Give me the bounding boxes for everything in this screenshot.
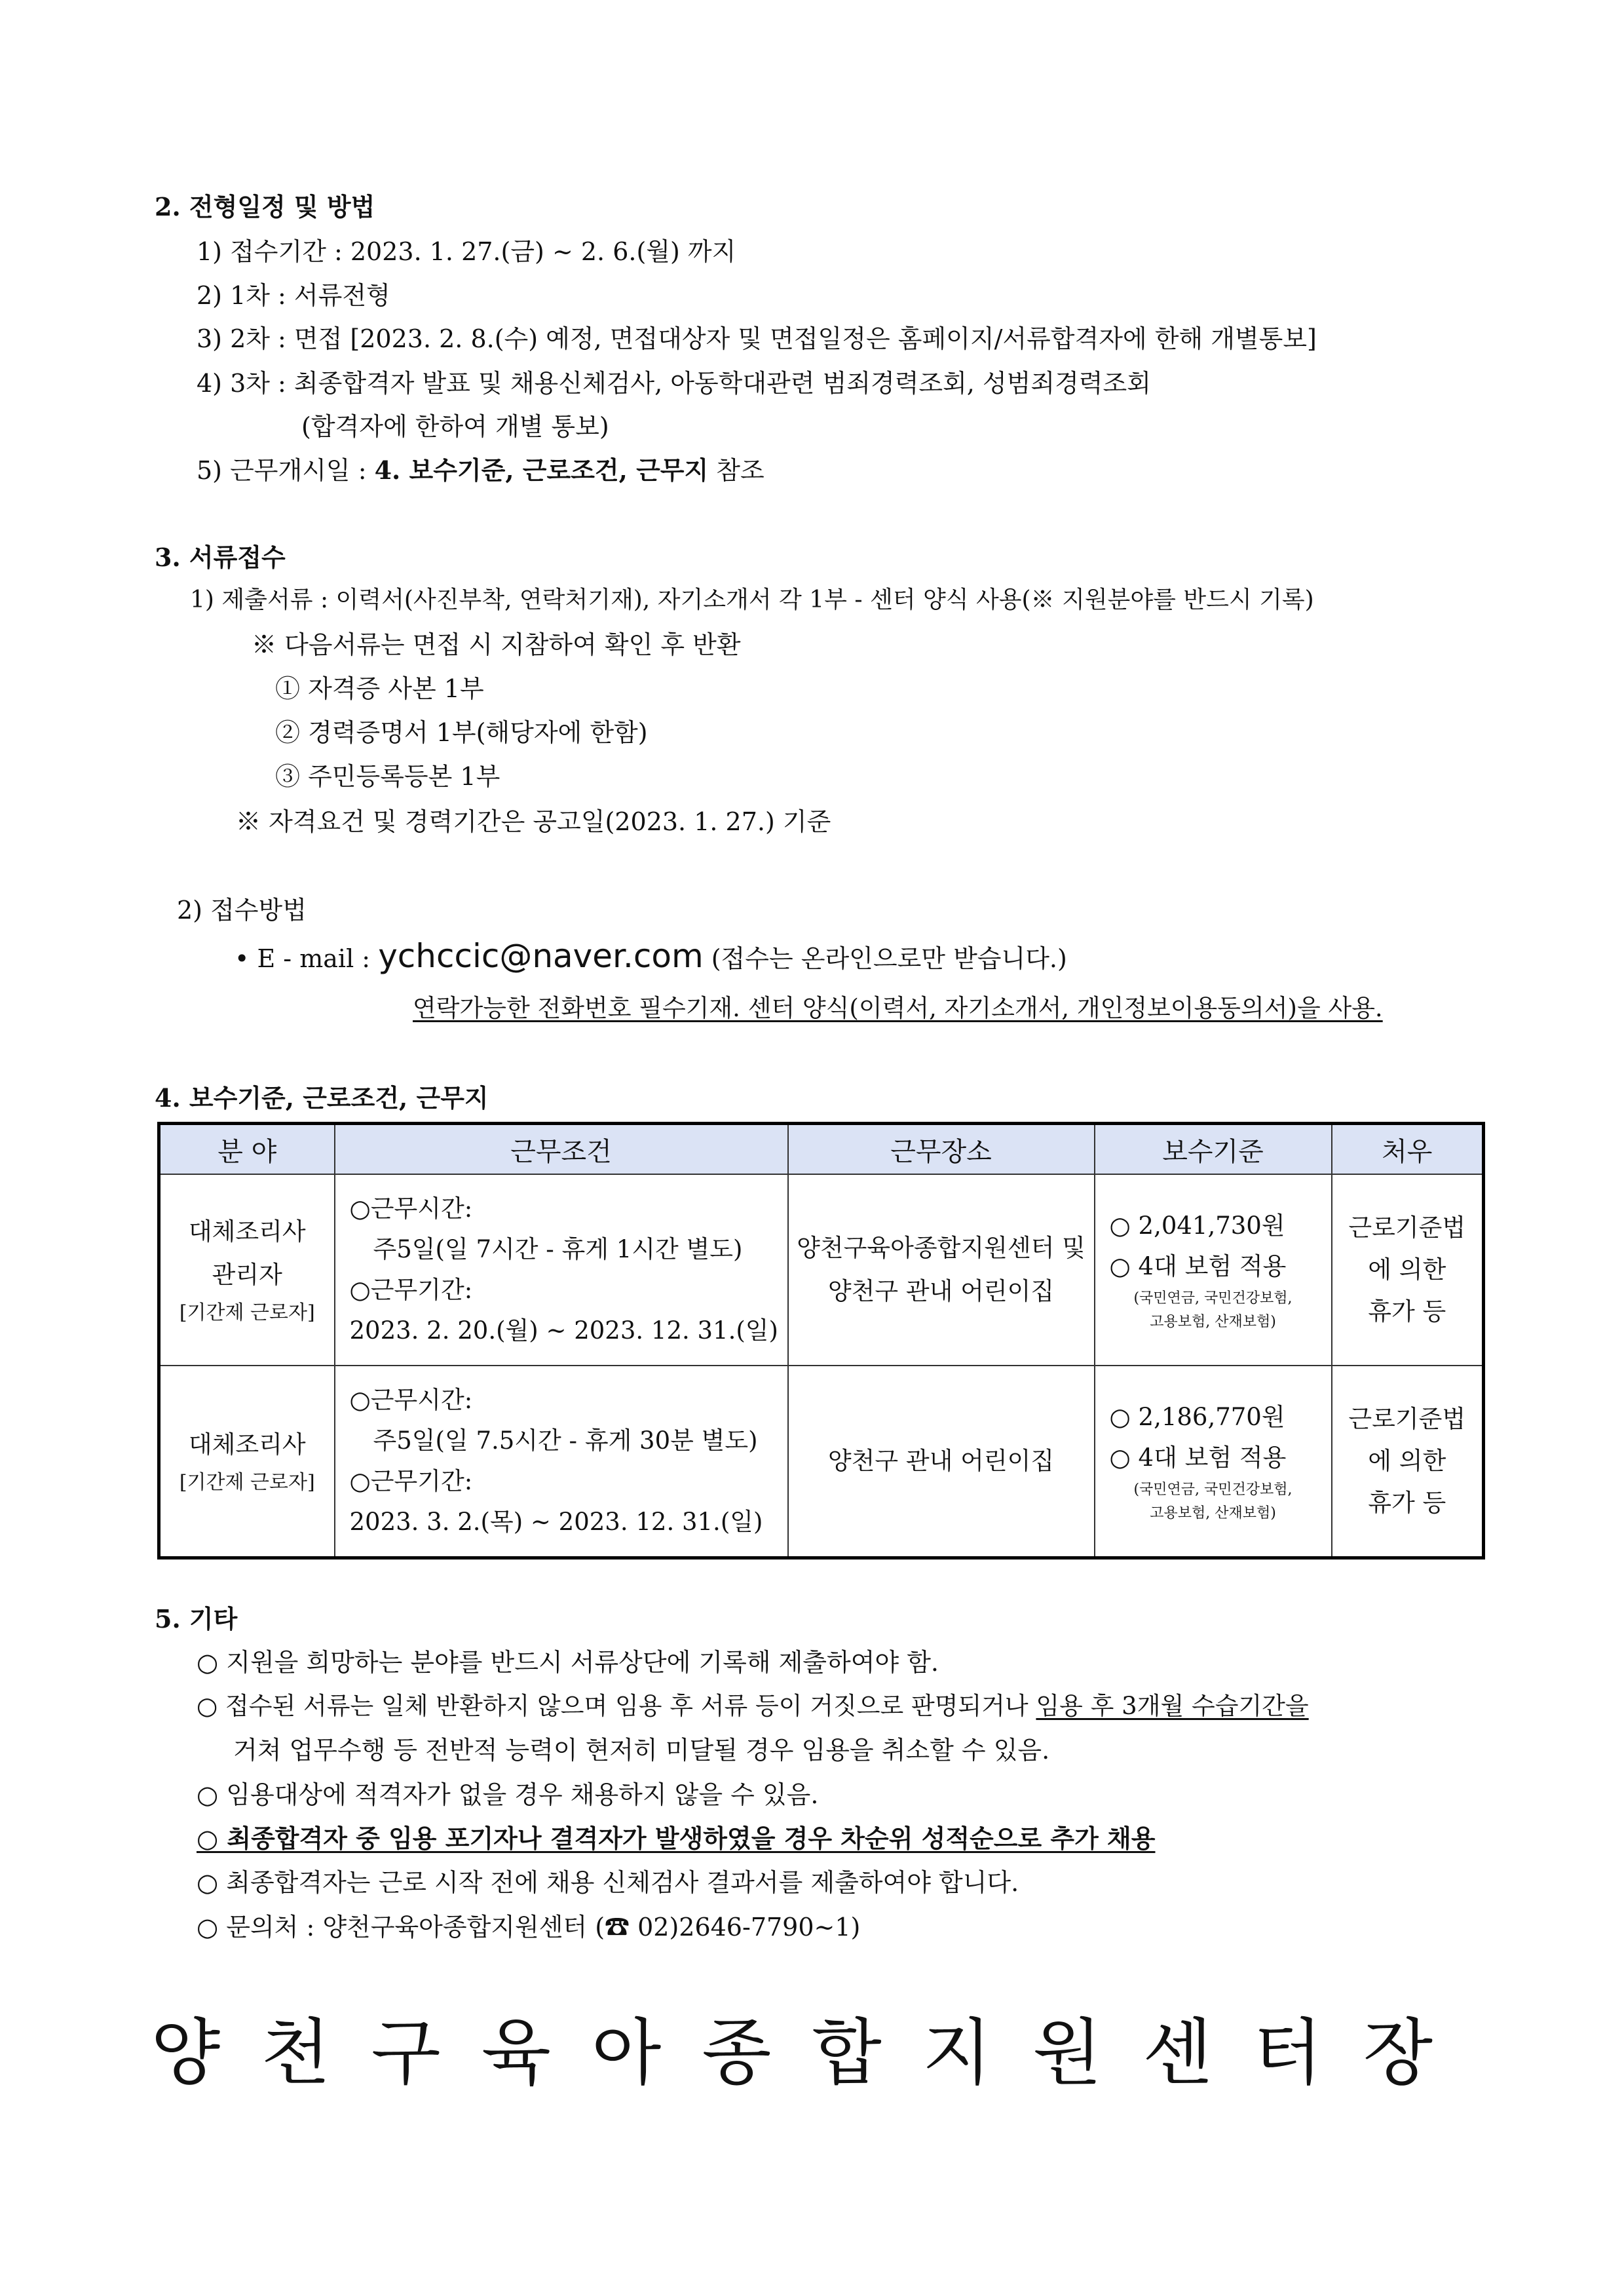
benefit-line-1: 근로기준법 <box>1348 1214 1466 1242</box>
pay-amount: ○ 2,186,770원 <box>1109 1403 1285 1431</box>
pay-insurance: ○ 4대 보험 적용 <box>1109 1252 1287 1280</box>
email-line <box>235 937 1067 975</box>
insurance-note-1: (국민연금, 국민건강보험, <box>1133 1290 1293 1307</box>
schedule-line-5-pre: 5) 근무개시일 : <box>197 456 375 485</box>
place-cell <box>788 1366 1095 1558</box>
place-line-1: 양천구 관내 어린이집 <box>827 1447 1055 1475</box>
place-cell <box>788 1174 1095 1366</box>
benefit-line-2: 에 의한 <box>1368 1255 1446 1284</box>
position-tag: [기간제 근로자] <box>179 1471 315 1494</box>
pay-cell <box>1095 1174 1332 1366</box>
pay-amount: ○ 2,041,730원 <box>1109 1212 1285 1240</box>
schedule-line-5-post: 참조 <box>708 456 765 485</box>
documents-line: 1) 제출서류 : 이력서(사진부착, 연락처기재), 자기소개서 각 1부 - 센터 양식 사용(※ 지원분야를 반드시 기록) <box>190 586 1314 613</box>
email-label: • E - mail : <box>235 944 379 973</box>
misc-line-2-pre: ○ 접수된 서류는 일체 반환하지 않으며 임용 후 서류 등이 거짓으로 판명되거나 <box>197 1692 1036 1720</box>
documents-item-3: ③ 주민등록등본 1부 <box>275 762 500 791</box>
conditions-cell <box>335 1174 788 1366</box>
header-position: 분 야 <box>159 1124 335 1175</box>
header-place: 근무장소 <box>788 1124 1095 1175</box>
benefit-line-3: 휴가 등 <box>1368 1297 1446 1326</box>
salary-conditions-table <box>157 1122 1485 1559</box>
schedule-line-5 <box>197 455 765 485</box>
benefit-line-1: 근로기준법 <box>1348 1405 1466 1433</box>
email-note-2: 연락가능한 전화번호 필수기재. 센터 양식(이력서, 자기소개서, 개인정보이용동의서)을 사용. <box>413 994 1383 1022</box>
insurance-note-2: 고용보험, 산재보험) <box>1150 1505 1276 1521</box>
position-cell <box>159 1174 335 1366</box>
documents-item-2: ② 경력증명서 1부(해당자에 한함) <box>275 718 648 747</box>
table-row <box>159 1174 1484 1366</box>
benefits-cell <box>1332 1174 1484 1366</box>
section-5-title: 5. 기타 <box>155 1604 238 1634</box>
schedule-line-4b: (합격자에 한하여 개별 통보) <box>301 412 609 441</box>
issuer-title: 양천구육아종합지원센터장 <box>150 2011 1474 2095</box>
schedule-line-4: 4) 3차 : 최종합격자 발표 및 채용신체검사, 아동학대관련 범죄경력조회, 성범죄경력조회 <box>197 369 1151 398</box>
schedule-line-3: 3) 2차 : 면접 [2023. 2. 8.(수) 예정, 면접대상자 및 면접일정은 홈페이지/서류합격자에 한해 개별통보] <box>197 324 1317 353</box>
header-conditions: 근무조건 <box>335 1124 788 1175</box>
documents-item-1: ① 자격증 사본 1부 <box>275 674 484 703</box>
misc-line-5: ○ 최종합격자는 근로 시작 전에 채용 신체검사 결과서를 제출하여야 합니다. <box>197 1868 1019 1897</box>
header-pay: 보수기준 <box>1095 1124 1332 1175</box>
work-period-value: 2023. 3. 2.(목) ~ 2023. 12. 31.(일) <box>349 1508 763 1536</box>
documents-note-1: ※ 다음서류는 면접 시 지참하여 확인 후 반환 <box>252 630 741 659</box>
position-tag: [기간제 근로자] <box>179 1301 315 1324</box>
section-2-title: 2. 전형일정 및 방법 <box>155 192 375 221</box>
position-name: 대체조리사 <box>188 1217 306 1246</box>
section-3-title: 3. 서류접수 <box>155 543 286 572</box>
work-hours-label: ○근무시간: <box>349 1386 473 1414</box>
work-hours-value: 주5일(일 7.5시간 - 휴게 30분 별도) <box>373 1426 758 1455</box>
conditions-cell <box>335 1366 788 1558</box>
pay-cell <box>1095 1366 1332 1558</box>
place-line-1: 양천구육아종합지원센터 및 <box>797 1234 1086 1262</box>
benefit-line-3: 휴가 등 <box>1368 1489 1446 1517</box>
insurance-note-2: 고용보험, 산재보험) <box>1150 1314 1276 1330</box>
misc-line-4: ○ 최종합격자 중 임용 포기자나 결격자가 발생하였을 경우 차순위 성적순으로 추가 채용 <box>197 1824 1156 1853</box>
work-hours-label: ○근무시간: <box>349 1195 473 1223</box>
table-row <box>159 1366 1484 1558</box>
position-name-2: 관리자 <box>212 1261 282 1289</box>
work-period-value: 2023. 2. 20.(월) ~ 2023. 12. 31.(일) <box>349 1316 778 1345</box>
work-hours-value: 주5일(일 7시간 - 휴게 1시간 별도) <box>373 1235 743 1263</box>
work-period-label: ○근무기간: <box>349 1276 473 1304</box>
section-4-title: 4. 보수기준, 근로조건, 근무지 <box>155 1083 489 1113</box>
misc-line-2-underline: 임용 후 3개월 수습기간을 <box>1036 1692 1309 1720</box>
benefits-cell <box>1332 1366 1484 1558</box>
position-cell <box>159 1366 335 1558</box>
pay-insurance: ○ 4대 보험 적용 <box>1109 1444 1287 1472</box>
schedule-line-5-bold: 4. 보수기준, 근로조건, 근무지 <box>374 455 709 485</box>
email-address[interactable]: ychccic@naver.com <box>378 937 704 975</box>
work-period-label: ○근무기간: <box>349 1467 473 1495</box>
schedule-line-2: 2) 1차 : 서류전형 <box>197 281 390 310</box>
documents-note-2: ※ 자격요건 및 경력기간은 공고일(2023. 1. 27.) 기준 <box>236 807 831 836</box>
misc-line-6: ○ 문의처 : 양천구육아종합지원센터 (☎ 02)2646-7790~1) <box>197 1913 861 1942</box>
misc-line-2 <box>197 1694 1309 1718</box>
schedule-line-1: 1) 접수기간 : 2023. 1. 27.(금) ~ 2. 6.(월) 까지 <box>197 237 736 266</box>
place-line-2: 양천구 관내 어린이집 <box>827 1277 1055 1305</box>
email-note: (접수는 온라인으로만 받습니다.) <box>703 944 1067 973</box>
misc-line-3: ○ 임용대상에 적격자가 없을 경우 채용하지 않을 수 있음. <box>197 1780 819 1809</box>
header-benefits: 처우 <box>1332 1124 1484 1175</box>
insurance-note-1: (국민연금, 국민건강보험, <box>1133 1482 1293 1498</box>
misc-line-2b: 거쳐 업무수행 등 전반적 능력이 현저히 미달될 경우 임용을 취소할 수 있음. <box>233 1736 1050 1765</box>
table-header-row <box>159 1124 1484 1175</box>
misc-line-1: ○ 지원을 희망하는 분야를 반드시 서류상단에 기록해 제출하여야 함. <box>197 1648 939 1677</box>
position-name: 대체조리사 <box>188 1430 306 1459</box>
benefit-line-2: 에 의한 <box>1368 1447 1446 1475</box>
submission-method: 2) 접수방법 <box>177 896 307 925</box>
